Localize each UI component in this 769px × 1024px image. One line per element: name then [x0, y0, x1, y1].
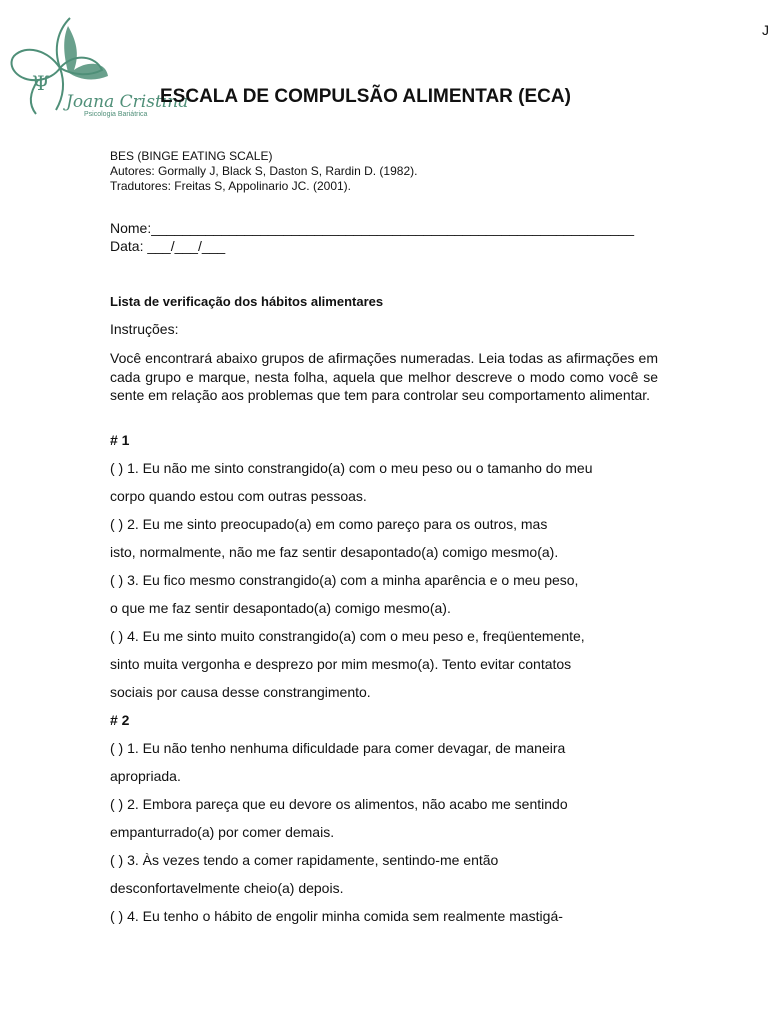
question-line: o que me faz sentir desapontado(a) comigo mesmo(a). — [110, 600, 451, 616]
question-list — [110, 430, 670, 934]
question-line: sociais por causa desse constrangimento. — [110, 684, 371, 700]
question-line: sinto muita vergonha e desprezo por mim mesmo(a). Tento evitar contatos — [110, 656, 572, 672]
name-field: Nome:______________________________________________________________ — [110, 220, 634, 236]
group-heading-1: # 1 — [110, 432, 130, 448]
question-line: empanturrado(a) por comer demais. — [110, 824, 335, 840]
question-line: isto, normalmente, não me faz sentir desapontado(a) comigo mesmo(a). — [110, 544, 559, 560]
date-field: Data: ___/___/___ — [110, 238, 226, 254]
question-line: corpo quando estou com outras pessoas. — [110, 488, 367, 504]
group-heading-2: # 2 — [110, 712, 130, 728]
question-line: ( ) 1. Eu não me sinto constrangido(a) com o meu peso ou o tamanho do meu — [110, 460, 593, 476]
question-line: ( ) 1. Eu não tenho nenhuma dificuldade para comer devagar, de maneira — [110, 740, 566, 756]
meta-authors: Autores: Gormally J, Black S, Daston S, Rardin D. (1982). — [110, 164, 418, 178]
respondent-fields — [110, 219, 634, 255]
question-line: ( ) 4. Eu me sinto muito constrangido(a) com o meu peso e, freqüentemente, — [110, 628, 585, 644]
document-title: ESCALA DE COMPULSÃO ALIMENTAR (ECA) — [160, 86, 571, 107]
question-line: apropriada. — [110, 768, 181, 784]
instructions-label: Instruções: — [110, 321, 179, 337]
question-line: ( ) 3. Eu fico mesmo constrangido(a) com a minha aparência e o meu peso, — [110, 572, 579, 588]
question-line: ( ) 3. Às vezes tendo a comer rapidamente, sentindo-me então — [110, 852, 499, 868]
page-corner-mark: J — [762, 22, 769, 38]
question-line: ( ) 4. Eu tenho o hábito de engolir minha comida sem realmente mastigá- — [110, 908, 563, 924]
logo-name: Joana Cristina — [66, 92, 189, 112]
question-line: ( ) 2. Embora pareça que eu devore os alimentos, não acabo me sentindo — [110, 796, 568, 812]
question-line: ( ) 2. Eu me sinto preocupado(a) em como pareço para os outros, mas — [110, 516, 548, 532]
meta-scale-name: BES (BINGE EATING SCALE) — [110, 149, 273, 163]
instructions-text: Você encontrará abaixo grupos de afirmações numeradas. Leia todas as afirmações em cada grupo e marque, nesta folha, aquela que melhor descreve o modo como você se sente em relação aos problemas que tem para controlar seu comportamento alimentar. — [110, 350, 658, 403]
brand-logo — [8, 10, 189, 120]
meta-translators: Tradutores: Freitas S, Appolinario JC. (2001). — [110, 179, 351, 193]
question-line: desconfortavelmente cheio(a) depois. — [110, 880, 344, 896]
psi-symbol: Ψ — [32, 71, 50, 95]
scale-metadata — [110, 149, 417, 194]
section-title: Lista de verificação dos hábitos alimentares — [110, 294, 384, 309]
logo-subtext: Psicologia Bariátrica — [84, 111, 148, 118]
